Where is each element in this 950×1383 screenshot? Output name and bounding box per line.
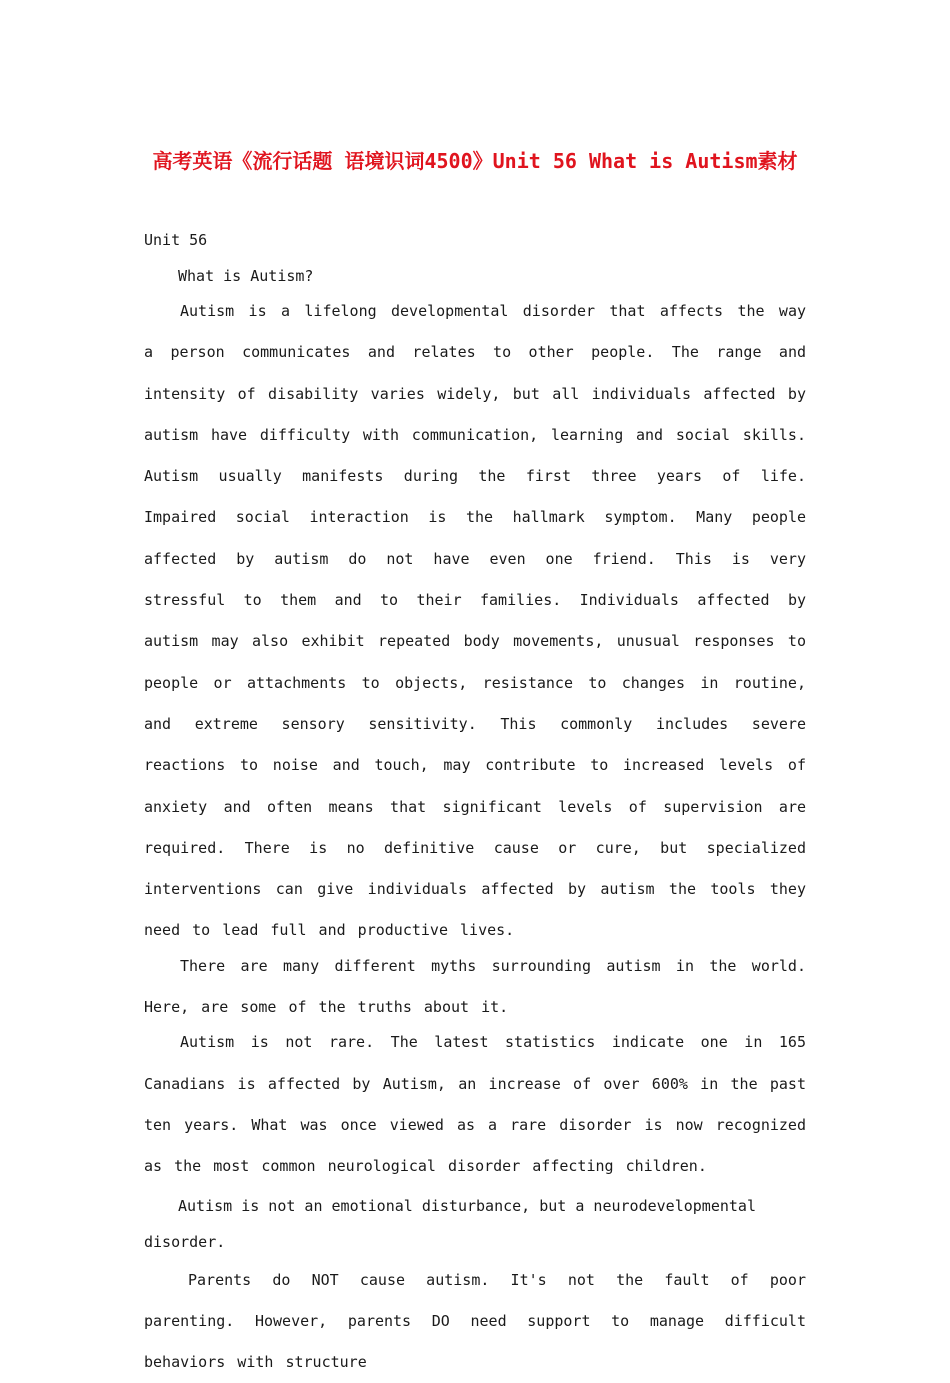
article-heading: What is Autism? bbox=[178, 267, 314, 285]
paragraph-5: Parents do NOT cause autism. It's not the fault of poor parenting. However, parents DO need support to manage difficult behaviors with structure bbox=[144, 1270, 806, 1372]
paragraph-4: Autism is not an emotional disturbance, but a neurodevelopmental disorder. bbox=[144, 1196, 756, 1251]
document-title: 高考英语《流行话题 语境识词4500》Unit 56 What is Autism素材 bbox=[152, 149, 798, 173]
paragraph-3: Autism is not rare. The latest statistics indicate one in 165 Canadians is affected by Autism, an increase of over 600% in the past ten years. What was once viewed as a rare disorder is now recognized as the most common neurological disorder affecting children. bbox=[144, 1033, 806, 1176]
paragraph-2: There are many different myths surrounding autism in the world. Here, are some of the truths about it. bbox=[144, 956, 806, 1017]
document-body bbox=[144, 222, 806, 1383]
unit-label: Unit 56 bbox=[144, 231, 208, 249]
paragraph-1: Autism is a lifelong developmental disorder that affects the way a person communicates and relates to other people. The range and intensity of disability varies widely, but all individuals affected by autism have difficulty with communication, learning and social skills. Autism usually manifests during the first three years of life. Impaired social interaction is the hallmark symptom. Many people affected by autism do not have even one friend. This is very stressful to them and to their families. Individuals affected by autism may also exhibit repeated body movements, unusual responses to people or attachments to objects, resistance to changes in routine, and extreme sensory sensitivity. This commonly includes severe reactions to noise and touch, may contribute to increased levels of anxiety and often means that significant levels of supervision are required. There is no definitive cause or cure, but specialized interventions can give individuals affected by autism the tools they need to lead full and productive lives. bbox=[144, 302, 806, 940]
